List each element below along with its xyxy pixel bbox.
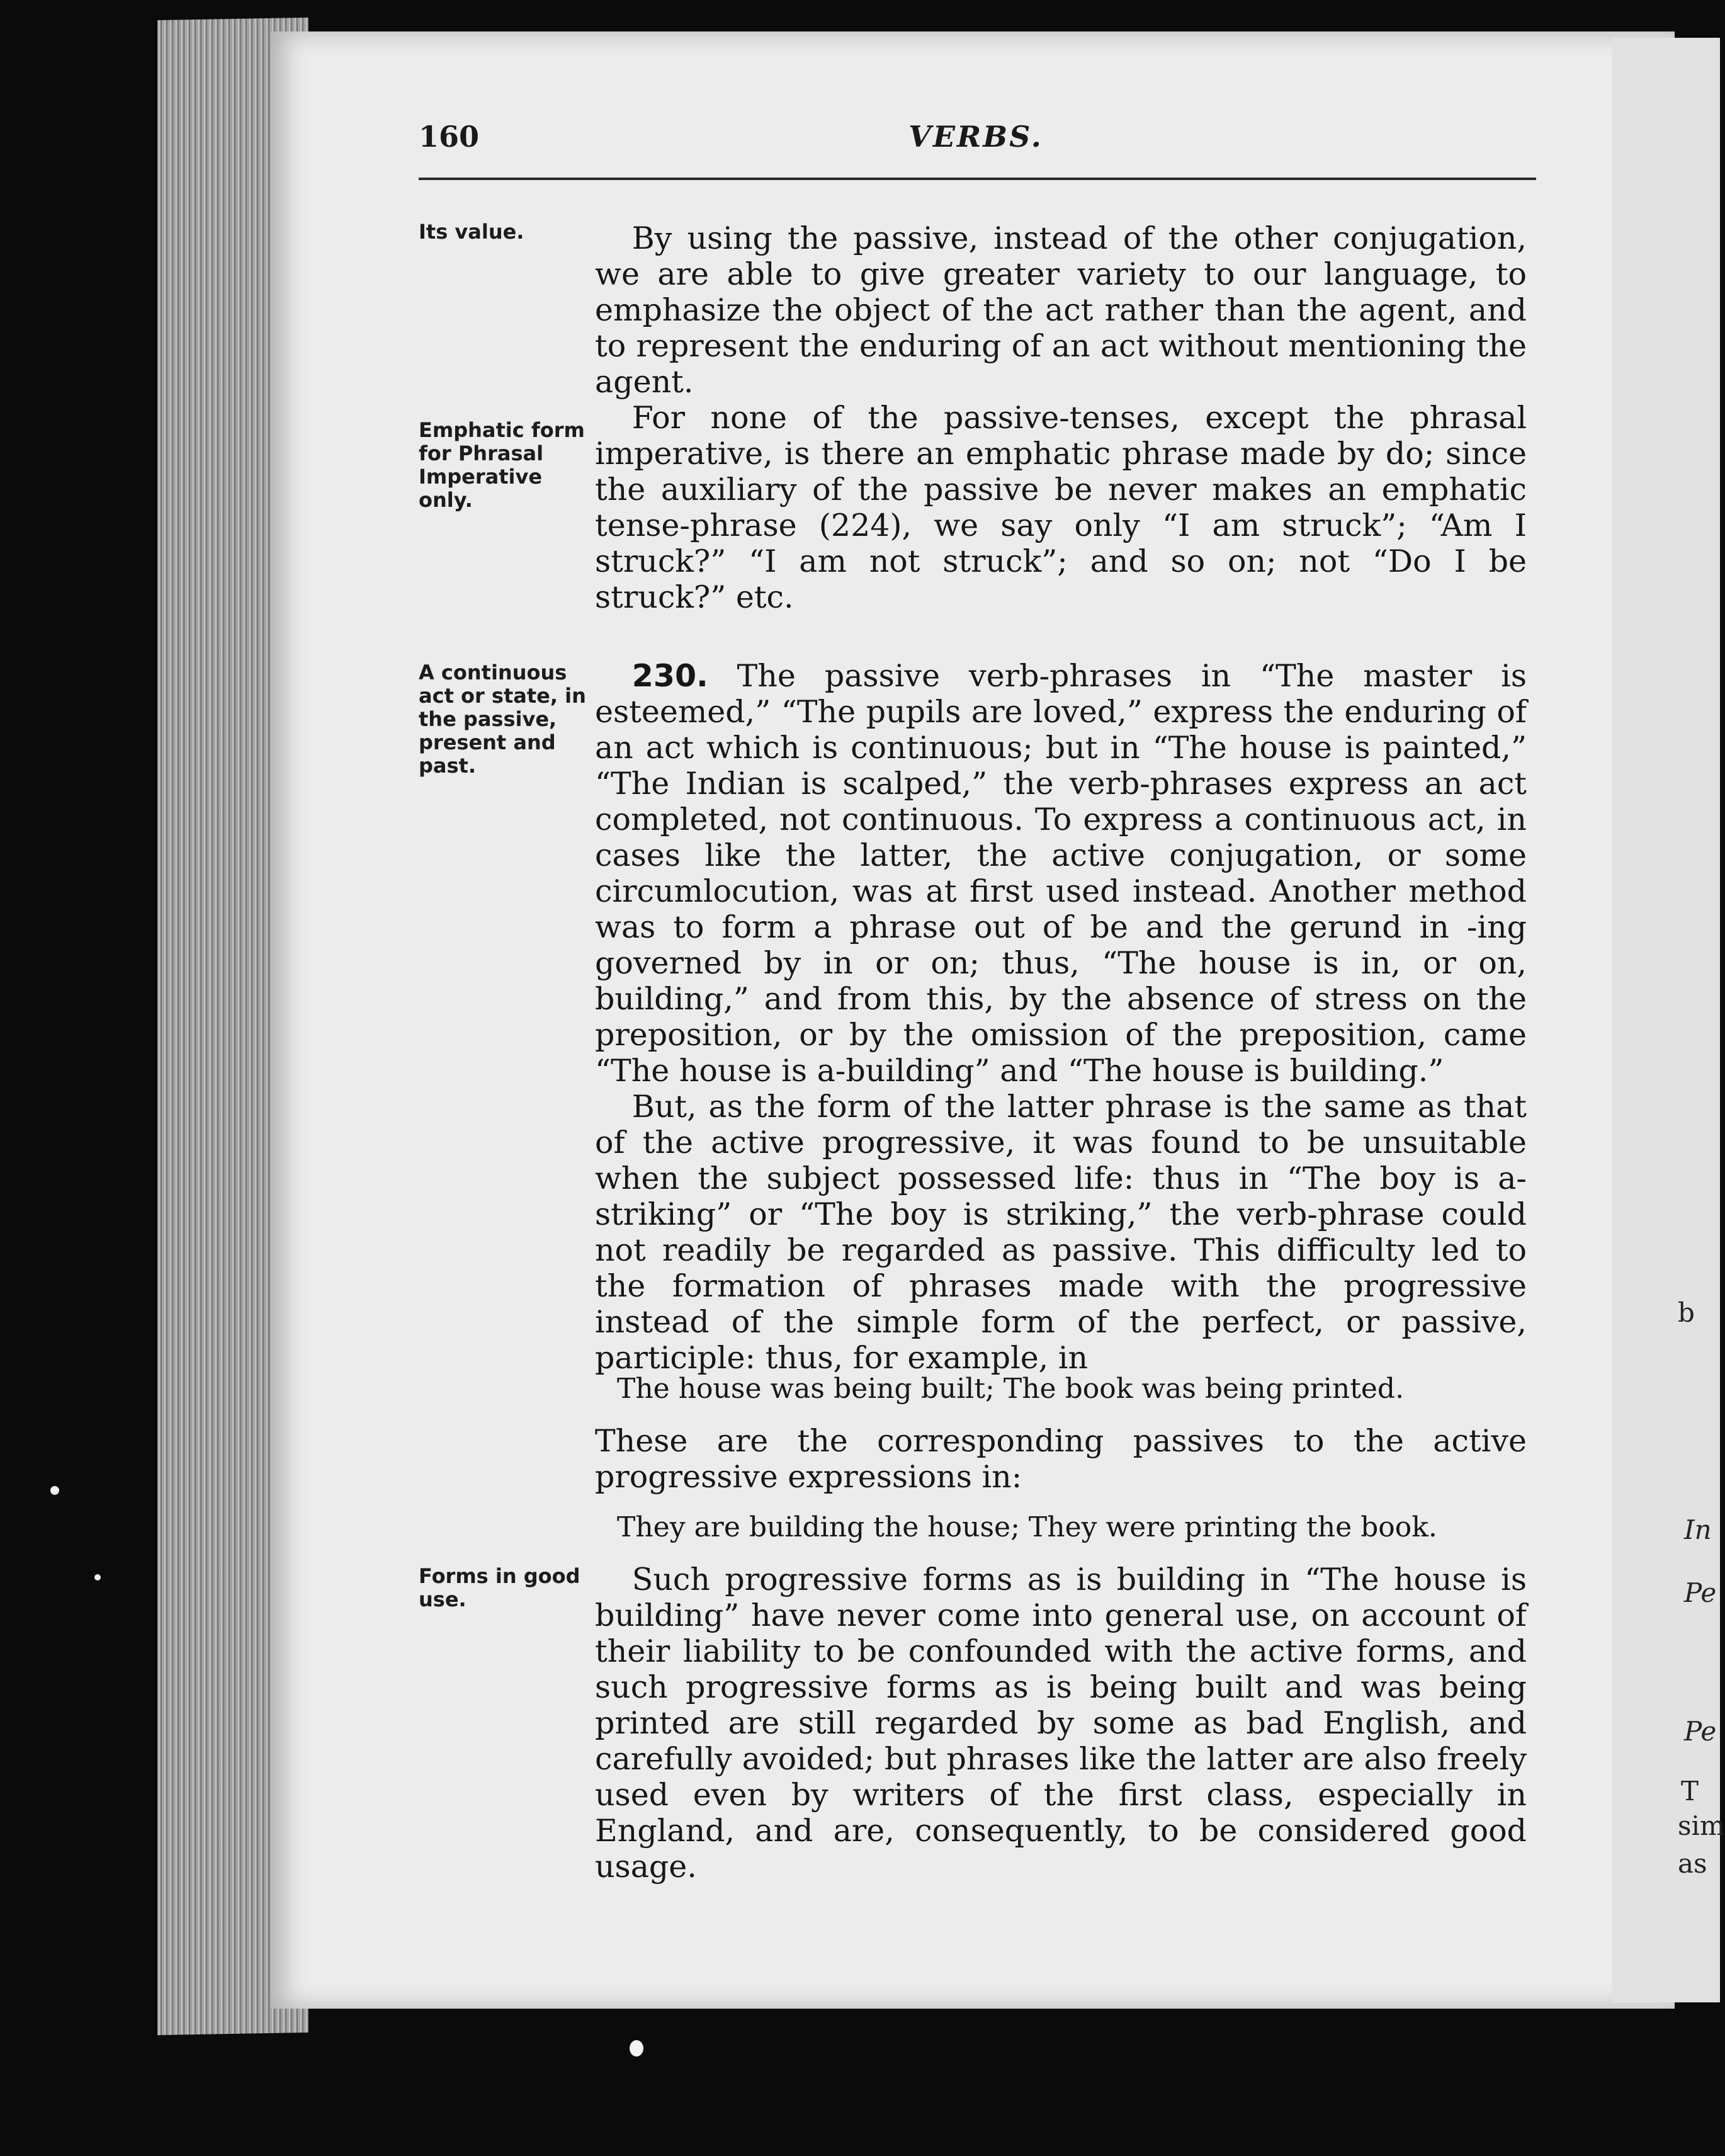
paragraph: Such progressive forms as is building in “The house is building” have never come into general use, on account of their liability to be confounded with the active forms, and such progressive forms as is being built and was being printed are still regarded by some as bad English, and carefully avoided; but phrases like the latter are also freely used even by writers of the first class, especially in England, and are, consequently, to be considered good usage. <box>595 1562 1527 1885</box>
side-note-forms-in-good-use: Forms in good use. <box>419 1564 580 1611</box>
body-block-4 <box>595 1562 1527 1885</box>
section-number: 230. <box>631 658 708 694</box>
page-header <box>419 120 1533 157</box>
example-sentence: The house was being built; The book was being printed. <box>617 1373 1405 1405</box>
paragraph: For none of the passive-tenses, except the phrasal imperative, is there an emphatic phrase made by do; since the auxiliary of the passive be never makes an emphatic tense-phrase (224), we say only “I am struck”; “Am I struck?” “I am not struck”; and so on; not “Do I be struck?” etc. <box>595 400 1527 615</box>
paragraph: But, as the form of the latter phrase is the same as that of the active progressive, it was found to be unsuitable when the subject possessed life: thus in “The boy is a-striking” or “The boy is striking,” the verb-phrase could not readily be regarded as passive. This difficulty led to the formation of phrases made with the progressive instead of the simple form of the perfect, or passive, participle: thus, for example, in <box>595 1089 1527 1376</box>
adjacent-page <box>1612 38 1725 2002</box>
adjacent-fragment: Pe <box>1684 1577 1717 1608</box>
paragraph: By using the passive, instead of the other conjugation, we are able to give greater variety to our language, to emphasize the object of the act rather than the agent, and to represent the enduring of an act without mentioning the agent. <box>595 220 1527 400</box>
adjacent-fragment: In <box>1684 1514 1712 1545</box>
paragraph-230 <box>595 658 1527 1089</box>
paragraph: These are the corresponding passives to the active progressive expressions in: <box>595 1423 1527 1495</box>
header-rule <box>419 178 1536 180</box>
side-note-its-value: Its value. <box>419 220 524 244</box>
adjacent-fragment: Pe <box>1684 1716 1717 1747</box>
side-note-continuous-act: A continuous act or state, in the passive, present and past. <box>419 661 586 778</box>
body-block-1 <box>595 220 1527 615</box>
paragraph-text: The passive verb-phrases in “The master is esteemed,” “The pupils are loved,” express the enduring of an act which is continuous; but in “The house is painted,” “The Indian is scalped,” the verb-phrases express an act completed, not continuous. To express a continuous act, in cases like the latter, the active conjugation, or some circumlocution, was at first used instead. Another method was to form a phrase out of be and the gerund in -ing governed by in or on; thus, “The house is in, or on, building,” and from this, by the absence of stress on the preposition, or by the omission of the preposition, came “The house is a-building” and “The house is building.” <box>595 658 1527 1089</box>
adjacent-fragment: b <box>1678 1297 1695 1328</box>
adjacent-fragment: T <box>1681 1776 1699 1807</box>
body-block-2 <box>595 658 1527 1376</box>
body-block-3 <box>595 1423 1527 1495</box>
running-head: VERBS. <box>908 120 1043 154</box>
scan-speck <box>50 1486 59 1495</box>
example-sentence: They are building the house; They were printing the book. <box>617 1511 1437 1543</box>
page-number: 160 <box>419 120 480 154</box>
scan-speck <box>94 1574 101 1580</box>
scan-speck <box>630 2040 643 2057</box>
adjacent-fragment: as <box>1678 1848 1707 1879</box>
side-note-emphatic-form: Emphatic form for Phrasal Imperative only. <box>419 418 585 512</box>
adjacent-fragment: sim <box>1678 1810 1725 1841</box>
